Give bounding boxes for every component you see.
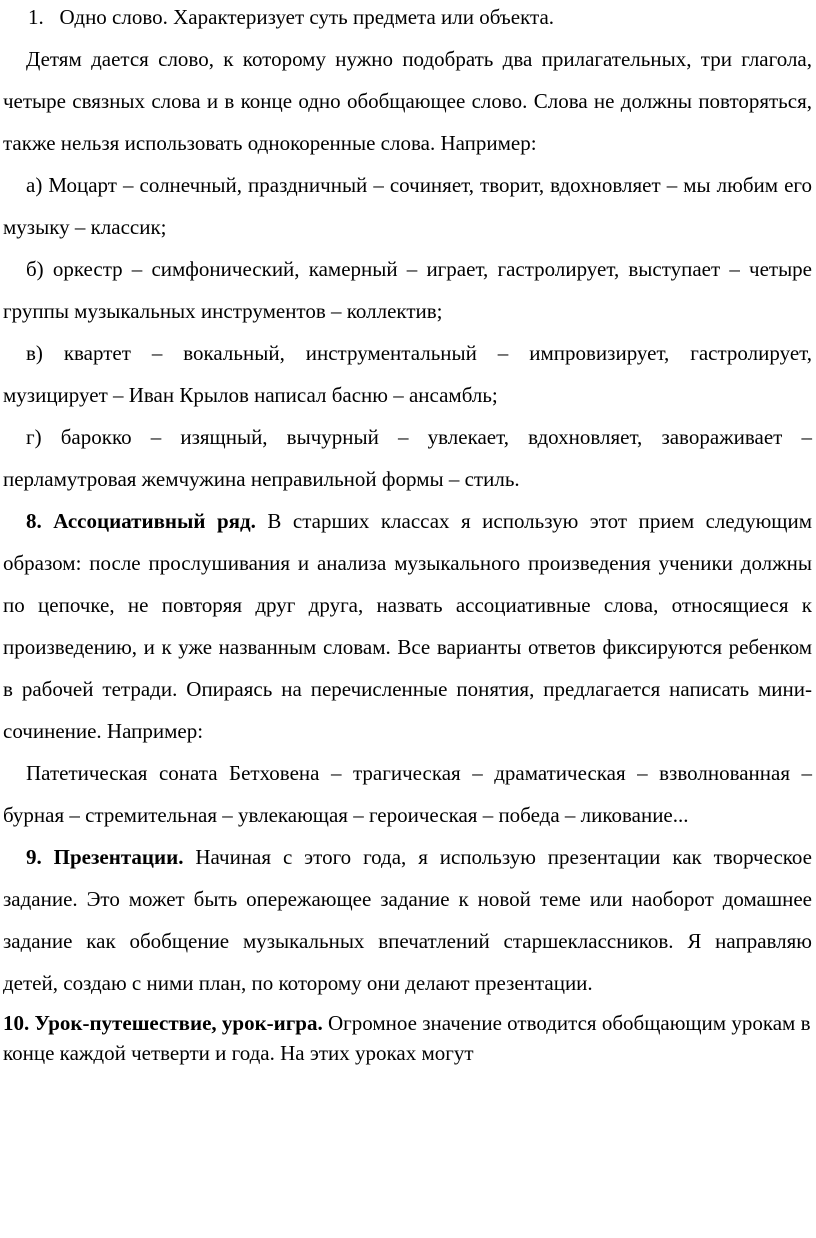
section-9-paragraph bbox=[3, 836, 812, 1004]
section-10-paragraph bbox=[3, 1008, 812, 1068]
list-item-text: Одно слово. Характеризует суть предмета или объекта. bbox=[59, 5, 555, 29]
section-8-heading: 8. Ассоциативный ряд. bbox=[26, 509, 256, 533]
list-item-number: 1. bbox=[28, 5, 44, 29]
section-9-heading: 9. Презентации. bbox=[26, 845, 184, 869]
section-8-paragraph bbox=[3, 500, 812, 752]
example-paragraph: Патетическая соната Бетховена – трагическая – драматическая – взволнованная – бурная – стремительная – увлекающая – героическая – победа – ликование... bbox=[3, 761, 812, 827]
example-a: а) Моцарт – солнечный, праздничный – сочиняет, творит, вдохновляет – мы любим его музыку – классик; bbox=[3, 173, 812, 239]
example-b: б) оркестр – симфонический, камерный – играет, гастролирует, выступает – четыре группы музыкальных инструментов – коллектив; bbox=[3, 257, 812, 323]
section-8-text: В старших классах я использую этот прием следующим образом: после прослушивания и анализа музыкального произведения ученики должны по цепочке, не повторяя друг друга, назвать ассоциативные слова, относящиеся к произведению, и к уже названным словам. Все варианты ответов фиксируются ребенком в рабочей тетради. Опираясь на перечисленные понятия, предлагается написать мини-сочинение. Например: bbox=[3, 509, 813, 743]
section-10-text: Огромное значение отводится обобщающим урокам в конце каждой четверти и года. На этих уроках могут bbox=[3, 1011, 811, 1065]
section-9-text: Начиная с этого года, я использую презентации как творческое задание. Это может быть опережающее задание к новой теме или наоборот домашнее задание как обобщение музыкальных впечатлений старшеклассников. Я направляю детей, создаю с ними план, по которому они делают презентации. bbox=[3, 845, 812, 995]
list-item-1 bbox=[3, 0, 812, 38]
section-10-heading: 10. Урок-путешествие, урок-игра. bbox=[3, 1011, 323, 1035]
intro-paragraph: Детям дается слово, к которому нужно подобрать два прилагательных, три глагола, четыре связных слова и в конце одно обобщающее слово. Слова не должны повторяться, также нельзя использовать однокоренные слова. Например: bbox=[3, 47, 812, 155]
example-c: в) квартет – вокальный, инструментальный – импровизирует, гастролирует, музицирует – Иван Крылов написал басню – ансамбль; bbox=[3, 341, 812, 407]
example-d: г) барокко – изящный, вычурный – увлекает, вдохновляет, завораживает – перламутровая жемчужина неправильной формы – стиль. bbox=[3, 425, 812, 491]
